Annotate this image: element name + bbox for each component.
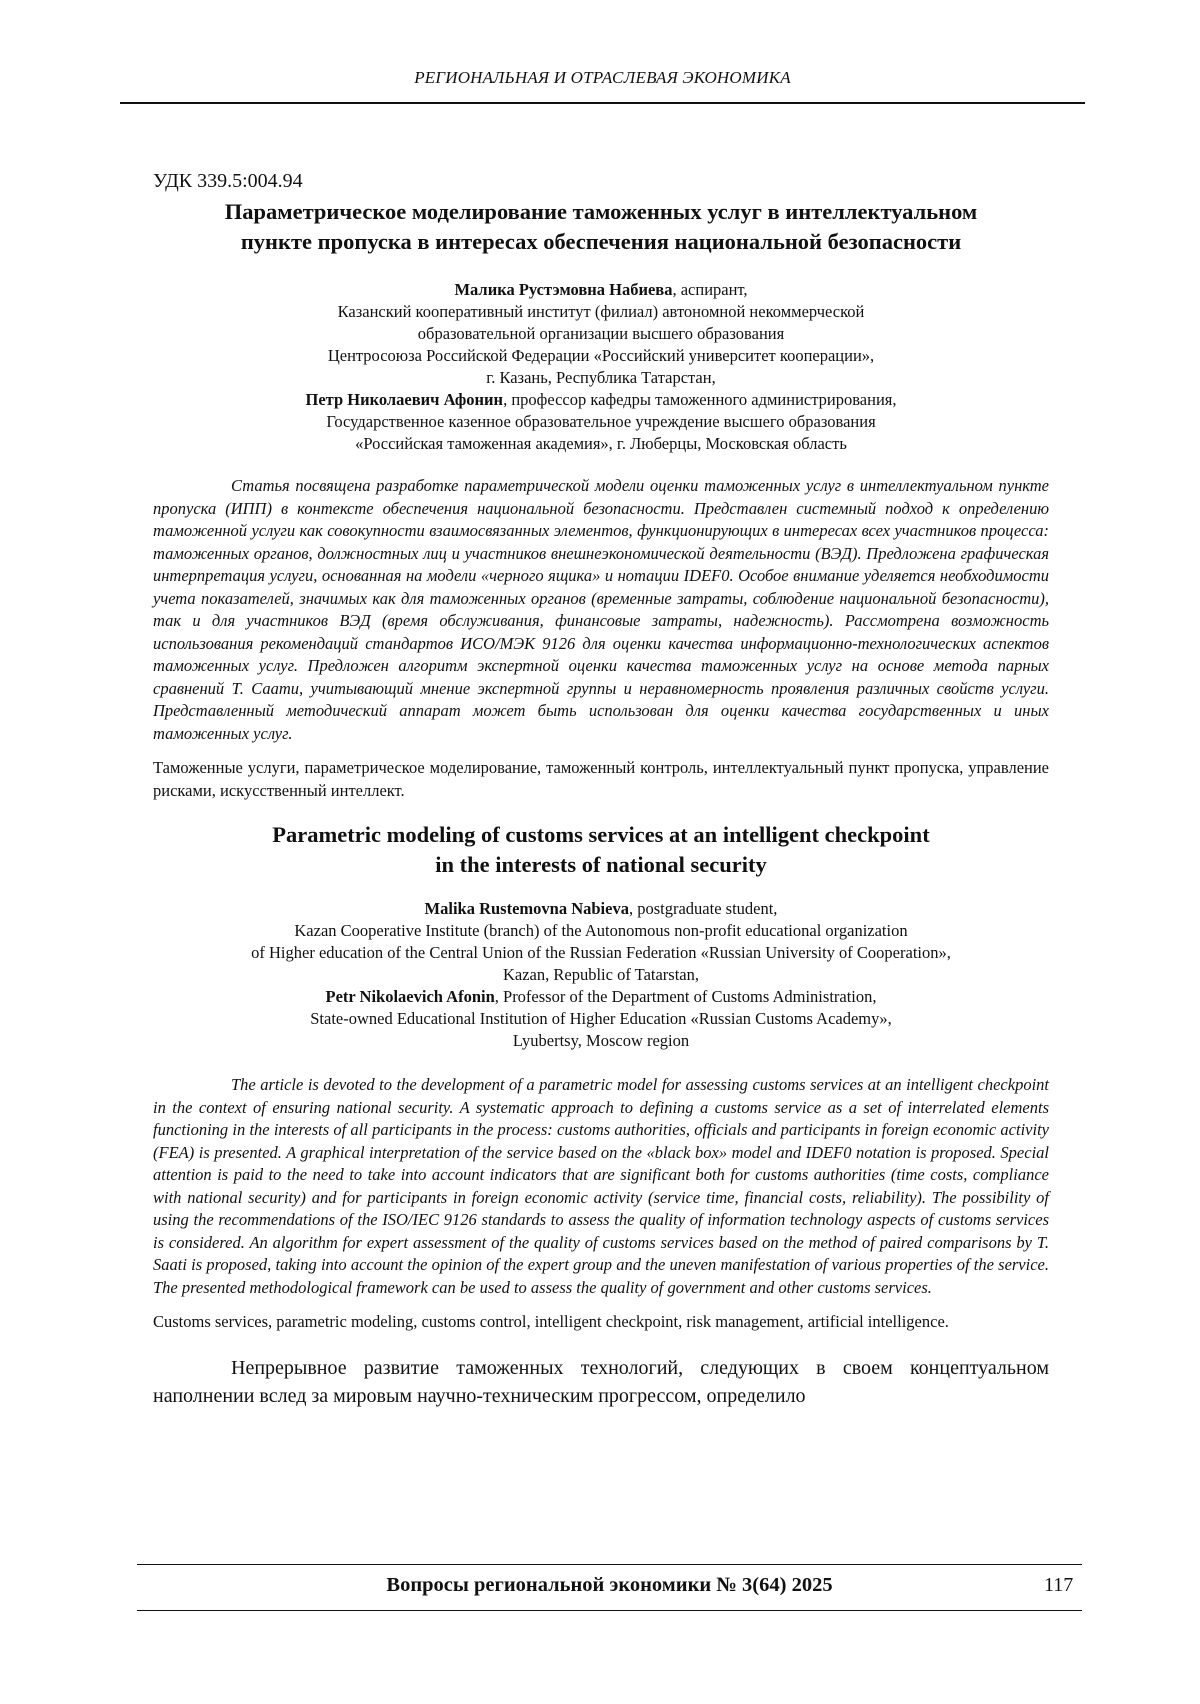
title-ru-line-1: Параметрическое моделирование таможенных услуг в интеллектуальном [224, 199, 978, 224]
author-1-en [153, 898, 1049, 920]
title-en-line-1: Parametric modeling of customs services at an intelligent checkpoint [272, 822, 930, 847]
header-rule [120, 102, 1085, 104]
author-1-ru-name: Малика Рустэмовна Набиева [454, 280, 673, 299]
keywords-ru: Таможенные услуги, параметрическое моделирование, таможенный контроль, интеллектуальный пункт пропуска, управление рисками, искусственный интеллект. [153, 758, 1049, 800]
page-number: 117 [1044, 1574, 1074, 1596]
author-1-en-role: , postgraduate student, [628, 899, 778, 918]
affiliation-line: образовательной организации высшего образования [417, 324, 785, 343]
authors-en [153, 898, 1049, 1052]
author-1-ru-role: , аспирант, [672, 280, 748, 299]
author-2-en [153, 986, 1049, 1008]
affiliation-line: State-owned Educational Institution of Higher Education «Russian Customs Academy», [310, 1009, 892, 1028]
keywords-en: Customs services, parametric modeling, customs control, intelligent checkpoint, risk management, artificial intelligence. [153, 1312, 949, 1331]
abstract-ru: Статья посвящена разработке параметрической модели оценки таможенных услуг в интеллектуальном пункте пропуска (ИПП) в контексте обеспечения национальной безопасности. Представлен системный подход к определению таможенной услуги как совокупности взаимосвязанных элементов, функционирующих в интересах всех участников процесса: таможенных органов, должностных лиц и участников внешнеэкономической деятельности (ВЭД). Предложена графическая интерпретация услуги, основанная на модели «черного ящика» и нотации IDEF0. Особое внимание уделяется необходимости учета показателей, значимых как для таможенных органов (временные затраты, соблюдение национальной безопасности), так и для участников ВЭД (время обслуживания, финансовые затраты, надежность). Рассмотрена возможность использования рекомендаций стандартов ИСО/МЭК 9126 для оценки качества информационно-технологических аспектов таможенных услуг. Предложен алгоритм экспертной оценки качества таможенных услуг на основе метода парных сравнений Т. Саати, учитывающий мнение экспертной группы и неравномерность проявления различных свойств услуги. Представленный методический аппарат может быть использован для оценки качества государственных и иных таможенных услуг. [153, 476, 1049, 743]
author-2-en-name: Petr Nikolaevich Afonin [325, 987, 495, 1006]
affiliation-line: of Higher education of the Central Union of the Russian Federation «Russian University of Cooperation», [251, 943, 951, 962]
affiliation-line: Kazan, Republic of Tatarstan, [502, 965, 699, 984]
title-en-line-2: in the interests of national security [435, 852, 767, 877]
article-title-ru [153, 197, 1049, 257]
affiliation-line: Центросоюза Российской Федерации «Российский университет кооперации», [327, 346, 875, 365]
affiliation-line: Kazan Cooperative Institute (branch) of the Autonomous non-profit educational organization [294, 921, 908, 940]
affiliation-line: Lyubertsy, Moscow region [512, 1031, 690, 1050]
footer-rule-top [137, 1564, 1082, 1565]
footer-rule-bottom [137, 1610, 1082, 1611]
authors-ru [153, 279, 1049, 455]
body-paragraph: Непрерывное развитие таможенных технологий, следующих в своем концептуальном наполнении вслед за мировым научно-техническим прогрессом, определило [153, 1356, 1049, 1407]
author-1-ru [153, 279, 1049, 301]
affiliation-line: г. Казань, Республика Татарстан, [486, 368, 716, 387]
affiliation-line: «Российская таможенная академия», г. Люберцы, Московская область [355, 434, 847, 453]
article-title-en [153, 820, 1049, 880]
author-2-ru-role: , профессор кафедры таможенного администрирования, [503, 390, 897, 409]
author-1-en-name: Malika Rustemovna Nabieva [424, 899, 629, 918]
affiliation-line: Государственное казенное образовательное учреждение высшего образования [326, 412, 876, 431]
author-2-en-role: , Professor of the Department of Customs Administration, [494, 987, 877, 1006]
title-ru-line-2: пункте пропуска в интересах обеспечения национальной безопасности [240, 229, 962, 254]
author-2-ru [153, 389, 1049, 411]
journal-title: Вопросы региональной экономики № 3(64) 2025 [386, 1574, 833, 1596]
abstract-en: The article is devoted to the development of a parametric model for assessing customs services at an intelligent checkpoint in the context of ensuring national security. A systematic approach to defining a customs service as a set of interrelated elements functioning in the interests of all participants in the process: customs authorities, officials and participants in foreign economic activity (FEA) is presented. A graphical interpretation of the service based on the «black box» model and IDEF0 notation is proposed. Special attention is paid to the need to take into account indicators that are significant both for customs authorities (time costs, compliance with national security) and for participants in foreign economic activity (service time, financial costs, reliability). The possibility of using the recommendations of the ISO/IEC 9126 standards to assess the quality of information technology aspects of customs services is considered. An algorithm for expert assessment of the quality of customs services based on the method of paired comparisons by T. Saati is proposed, taking into account the opinion of the expert group and the uneven manifestation of various properties of the service. The presented methodological framework can be used to assess the quality of government and other customs services. [153, 1075, 1049, 1297]
affiliation-line: Казанский кооперативный институт (филиал) автономной некоммерческой [337, 302, 865, 321]
author-2-ru-name: Петр Николаевич Афонин [305, 390, 504, 409]
running-title: РЕГИОНАЛЬНАЯ И ОТРАСЛЕВАЯ ЭКОНОМИКА [414, 68, 791, 87]
udk-code: УДК 339.5:004.94 [153, 170, 303, 192]
article-content [153, 170, 1049, 1410]
